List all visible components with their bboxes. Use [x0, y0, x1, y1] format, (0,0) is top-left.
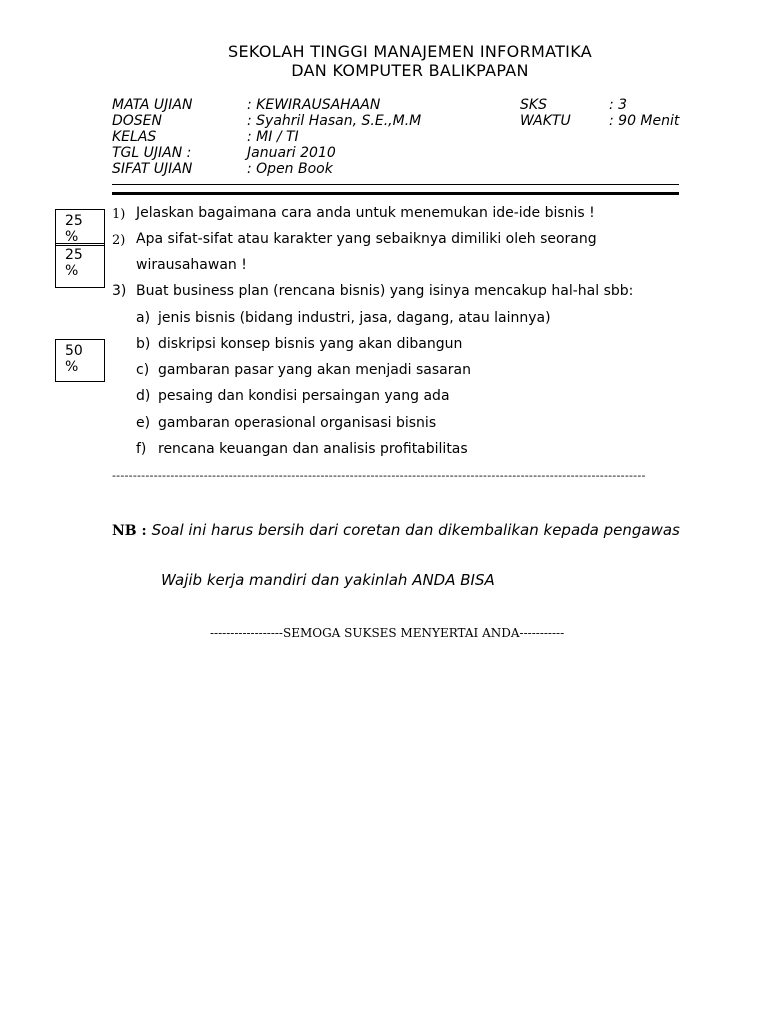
- note-colon: :: [136, 523, 152, 539]
- meta-label-class: KELAS: [112, 129, 157, 145]
- subitem-letter-f: f): [136, 441, 147, 457]
- meta-value-class: : MI / TI: [247, 129, 299, 145]
- header-divider-thin: [112, 184, 679, 185]
- note-motivation: Wajib kerja mandiri dan yakinlah ANDA BISA: [161, 571, 495, 589]
- meta-label-duration: WAKTU: [520, 113, 571, 129]
- question-text-3: Buat business plan (rencana bisnis) yang isinya mencakup hal-hal sbb:: [136, 283, 634, 299]
- weight-percent: %: [65, 229, 79, 245]
- closing-message: ------------------SEMOGA SUKSES MENYERTAI ANDA-----------: [210, 626, 565, 640]
- subitem-text-a: jenis bisnis (bidang industri, jasa, dagang, atau lainnya): [158, 310, 551, 326]
- weight-box-q3: [55, 339, 105, 382]
- institution-title-line1: SEKOLAH TINGGI MANAJEMEN INFORMATIKA: [228, 42, 592, 61]
- question-text-2: Apa sifat-sifat atau karakter yang sebaiknya dimiliki oleh seorang: [136, 231, 597, 247]
- meta-label-lecturer: DOSEN: [112, 113, 163, 129]
- institution-title-line2: DAN KOMPUTER BALIKPAPAN: [291, 61, 529, 80]
- subitem-text-c: gambaran pasar yang akan menjadi sasaran: [158, 362, 471, 378]
- meta-value-course: : KEWIRAUSAHAAN: [247, 97, 381, 113]
- note-block: [112, 517, 692, 545]
- weight-percent: %: [65, 263, 79, 279]
- question-number-3: 3): [112, 283, 127, 299]
- meta-label-exam-type: SIFAT UJIAN: [112, 161, 193, 177]
- meta-value-duration: : 90 Menit: [609, 113, 680, 129]
- subitem-letter-a: a): [136, 310, 151, 326]
- meta-value-date: Januari 2010: [247, 145, 336, 161]
- note-label: NB: [112, 523, 137, 539]
- subitem-letter-d: d): [136, 388, 151, 404]
- header-divider-thick: [112, 192, 679, 195]
- weight-box-q1: [55, 209, 105, 246]
- note-text: Soal ini harus bersih dari coretan dan dikembalikan kepada pengawas: [151, 521, 680, 539]
- weight-percent: %: [65, 359, 79, 375]
- question-number-2: 2): [112, 233, 126, 248]
- subitem-letter-e: e): [136, 415, 151, 431]
- meta-value-lecturer: : Syahril Hasan, S.E.,M.M: [247, 113, 422, 129]
- meta-value-credits: : 3: [609, 97, 628, 113]
- meta-label-credits: SKS: [520, 97, 547, 113]
- subitem-text-e: gambaran operasional organisasi bisnis: [158, 415, 437, 431]
- subitem-text-b: diskripsi konsep bisnis yang akan dibangun: [158, 336, 463, 352]
- subitem-letter-c: c): [136, 362, 150, 378]
- weight-box-q2: [55, 243, 105, 288]
- meta-value-exam-type: : Open Book: [247, 161, 333, 177]
- weight-number: 50: [65, 343, 83, 359]
- weight-number: 25: [65, 247, 83, 263]
- question-text-1: Jelaskan bagaimana cara anda untuk menemukan ide-ide bisnis !: [136, 205, 595, 221]
- subitem-text-d: pesaing dan kondisi persaingan yang ada: [158, 388, 450, 404]
- meta-label-date: TGL UJIAN :: [112, 145, 192, 161]
- subitem-letter-b: b): [136, 336, 151, 352]
- subitem-text-f: rencana keuangan dan analisis profitabilitas: [158, 441, 468, 457]
- section-separator: --------------------------------------------------------------------------------------------------------------------------------: [112, 469, 646, 482]
- question-text-2-continued: wirausahawan !: [136, 257, 247, 273]
- meta-label-course: MATA UJIAN: [112, 97, 193, 113]
- weight-number: 25: [65, 213, 83, 229]
- question-number-1: 1): [112, 207, 126, 222]
